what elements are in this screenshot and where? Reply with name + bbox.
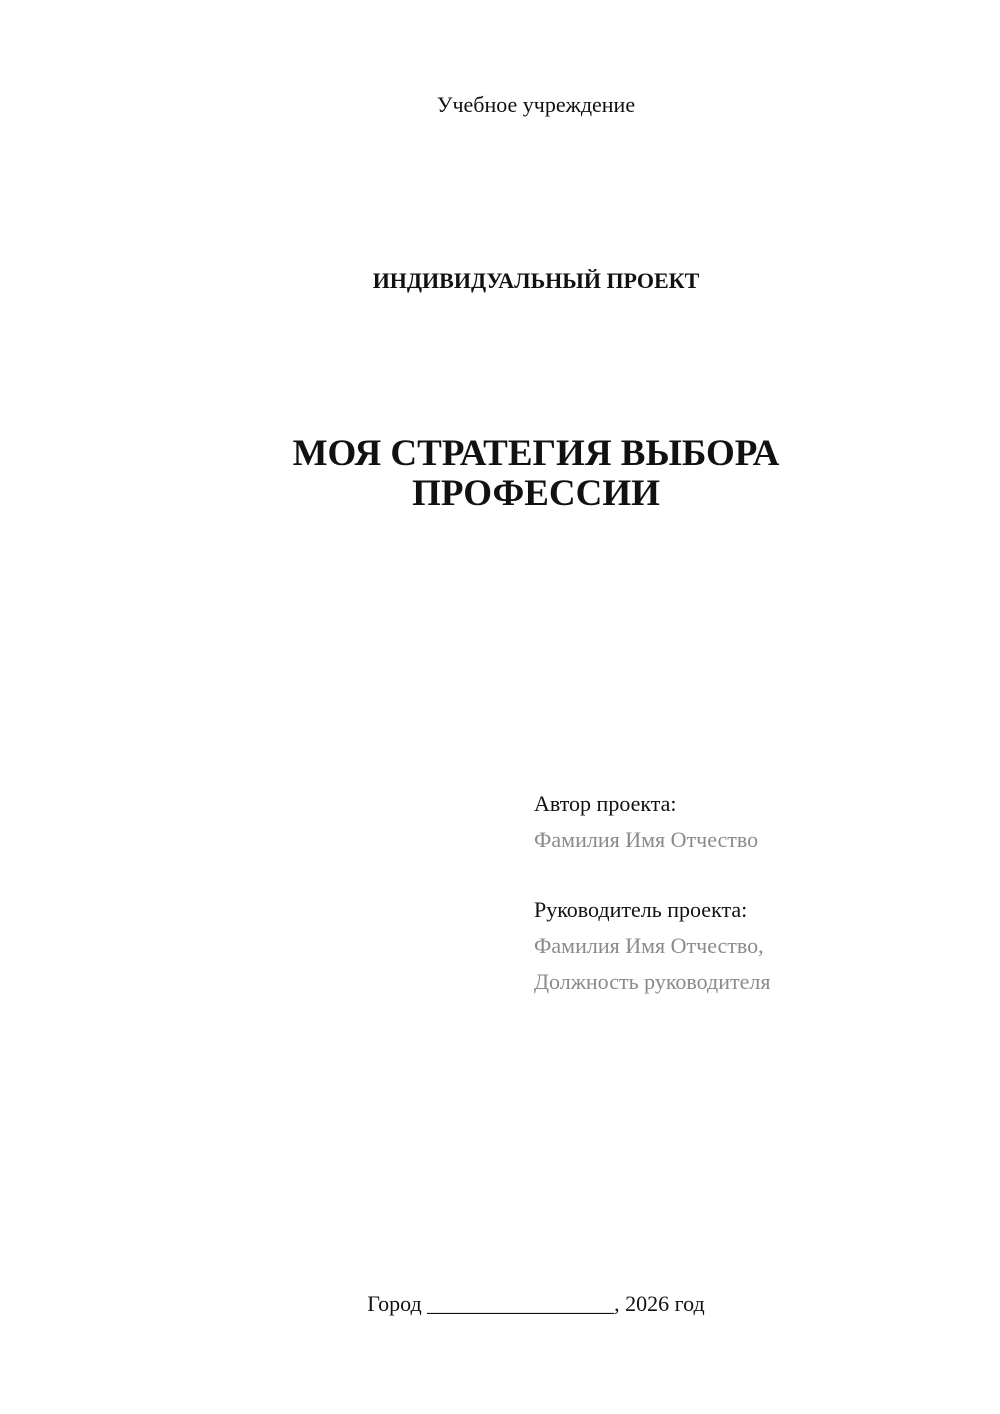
project-type-heading: ИНДИВИДУАЛЬНЫЙ ПРОЕКТ bbox=[372, 268, 700, 293]
supervisor-label: Руководитель проекта: bbox=[534, 897, 748, 922]
supervisor-name: Фамилия Имя Отчество, bbox=[534, 933, 764, 958]
supervisor-position: Должность руководителя bbox=[534, 969, 771, 994]
supervisor-block bbox=[534, 892, 770, 1000]
author-name: Фамилия Имя Отчество bbox=[534, 827, 759, 852]
project-title-line-1: МОЯ СТРАТЕГИЯ ВЫБОРА bbox=[292, 433, 780, 474]
author-label: Автор проекта: bbox=[534, 791, 677, 816]
project-title-line-2: ПРОФЕССИИ bbox=[412, 473, 660, 514]
project-title bbox=[0, 434, 1000, 514]
author-block bbox=[534, 786, 758, 858]
city-year-line: Город _________________, 2026 год bbox=[367, 1291, 705, 1316]
institution-name: Учебное учреждение bbox=[436, 92, 636, 117]
